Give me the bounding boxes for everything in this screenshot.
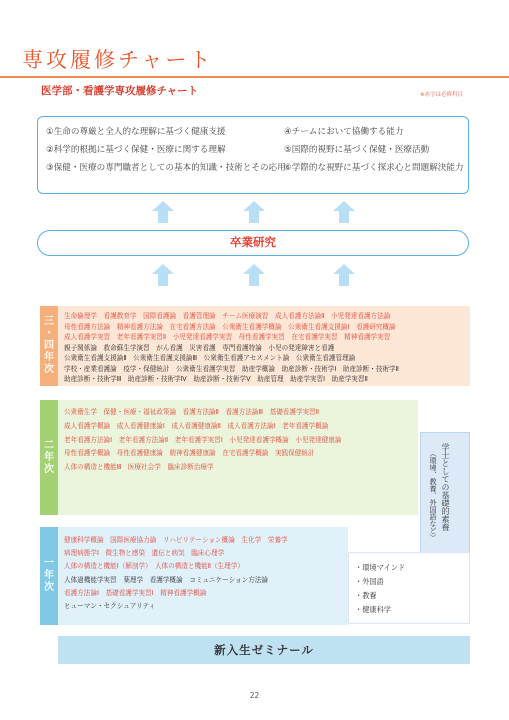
- freshman-seminar: 新入生ゼミナール: [58, 636, 470, 664]
- year-2-courses: [58, 400, 418, 515]
- year-label-char: 年: [44, 570, 54, 581]
- course-line: 公衆衛生看護支援論Ⅱ 公衆衛生看護支援論Ⅲ 公衆衛生看護アセスメント論 公衆衛生看護管理論: [64, 354, 356, 362]
- learning-goals-box: [37, 116, 469, 194]
- year-label-char: 四: [44, 340, 54, 351]
- year-label-char: 三: [44, 316, 54, 327]
- course-line: 人体の構造と機能Ⅰ（解剖学） 人体の構造と機能Ⅱ（生理学）: [64, 562, 244, 571]
- liberal-item: ・健康科学: [355, 605, 391, 614]
- course-line: 学校・産業看護論 疫学・保健統計 公衆衛生看護学実習 助産学概論 助産診断・技術学Ⅰ 助産診断・技術学Ⅱ: [64, 364, 399, 373]
- goal-4: ④チームにおいて協働する能力: [284, 127, 404, 137]
- course-line: 人体の構造と機能Ⅲ 医療社会学 臨床診断治療学: [64, 463, 214, 472]
- course-line: 母性看護学概論 母性看護健康論 精神看護健康論 在宅看護学概論 実践保健統計: [64, 449, 315, 458]
- up-arrow-icon: [333, 201, 355, 223]
- year-3-4-tag: [40, 306, 58, 386]
- year-1-courses: [58, 527, 348, 625]
- goal-6: ⑥学際的な視野に基づく探求心と問題解決能力: [284, 163, 464, 173]
- course-line: 親子関係論 救命蘇生学演習 がん看護 災害看護 専門看護特論 小児の発達障害と看護: [64, 343, 335, 352]
- liberal-arts-title: 学士としての基礎的素養: [441, 443, 450, 531]
- page-number: 22: [249, 691, 260, 700]
- page-title: 専攻履修チャート: [22, 48, 214, 72]
- year-2-tag: [40, 400, 58, 515]
- course-line: 人体過機能学実習 薬理学 看護学概論 コミュニケーション方法論: [64, 575, 269, 584]
- goal-1: ①生命の尊厳と全人的な理解に基づく健康支援: [46, 127, 226, 137]
- up-arrow-icon: [152, 201, 174, 223]
- liberal-item: ・外国語: [355, 577, 384, 586]
- course-line: 成人看護学実習 老年看護学実習Ⅱ 小児発達看護学実習 母性看護学実習 在宅看護学実習 精神看護学実習: [64, 333, 391, 341]
- up-arrow-icon: [152, 264, 174, 286]
- course-line: 母性看護方法論 精神看護方法論 在宅看護方法論 公衆衛生看護学概論 公衆衛生看護支援論Ⅰ 看護研究概論: [64, 322, 396, 331]
- liberal-arts-list: [348, 552, 470, 624]
- liberal-arts-subtitle: （環境、教養、外国語など）: [429, 450, 437, 541]
- course-line: 老年看護方法論Ⅰ 老年看護方法論Ⅱ 老年看護学実習Ⅰ 小児発達看護学概論 小児発達健康論: [64, 435, 342, 444]
- goal-3: ③保健・医療の専門職者としての基本的知識・技術とその応用: [46, 163, 286, 173]
- required-note: ※赤字は必修科目: [420, 92, 464, 98]
- year-label-char: 次: [44, 582, 54, 593]
- course-line: ヒューマン・セクシュアリティ: [64, 602, 156, 610]
- course-line: 成人看護学概論 成人看護健康論Ⅰ 成人看護健康論Ⅱ 成人看護方法論Ⅰ 老年看護学概論: [64, 421, 329, 430]
- course-line: 健康科学概論 国際医療協力論 リハビリテーション概論 生化学 栄養学: [64, 536, 288, 544]
- year-label-char: 年: [44, 352, 54, 363]
- up-arrow-icon: [243, 264, 265, 286]
- year-label-char: 一: [44, 558, 54, 569]
- year-label-char: ・: [44, 328, 54, 339]
- year-label-char: 次: [44, 463, 54, 475]
- title-divider: [0, 76, 509, 78]
- course-line: 公衆衛生学 保健・医療・福祉政策論 看護方法論Ⅱ 看護方法論Ⅲ 基礎看護学実習Ⅱ: [64, 408, 320, 416]
- year-label-char: 次: [44, 364, 54, 375]
- course-line: 助産診断・技術学Ⅲ 助産診断・技術学Ⅳ 助産診断・技術学Ⅴ 助産管理 助産学実習Ⅰ 助産学実習Ⅱ: [64, 375, 368, 383]
- course-line: 病理病態学Ⅰ 微生物と感染 遺伝と病気 臨床心理学: [64, 549, 225, 558]
- year-3-4-courses: [58, 306, 470, 386]
- graduation-research: 卒業研究: [37, 230, 469, 256]
- course-line: 看護方法論Ⅰ 基礎看護学実習Ⅰ 精神看護学概論: [64, 588, 207, 597]
- course-line: 生命倫理学 看護教育学 国際看護論 看護管理論 チーム医療演習 成人看護方法論Ⅱ 小児発達看護方法論: [64, 312, 391, 320]
- liberal-item: ・教養: [355, 591, 377, 600]
- year-1-tag: [40, 527, 58, 625]
- liberal-item: ・環境マインド: [355, 563, 406, 572]
- goal-2: ②科学的根拠に基づく保健・医療に関する理解: [46, 145, 226, 155]
- year-label-char: 年: [44, 451, 54, 463]
- up-arrow-icon: [333, 264, 355, 286]
- chart-subtitle: 医学部・看護学専攻履修チャート: [41, 85, 199, 97]
- goal-5: ⑤国際的視野に基づく保健・医療活動: [284, 145, 430, 155]
- year-label-char: 二: [44, 439, 54, 451]
- up-arrow-icon: [243, 201, 265, 223]
